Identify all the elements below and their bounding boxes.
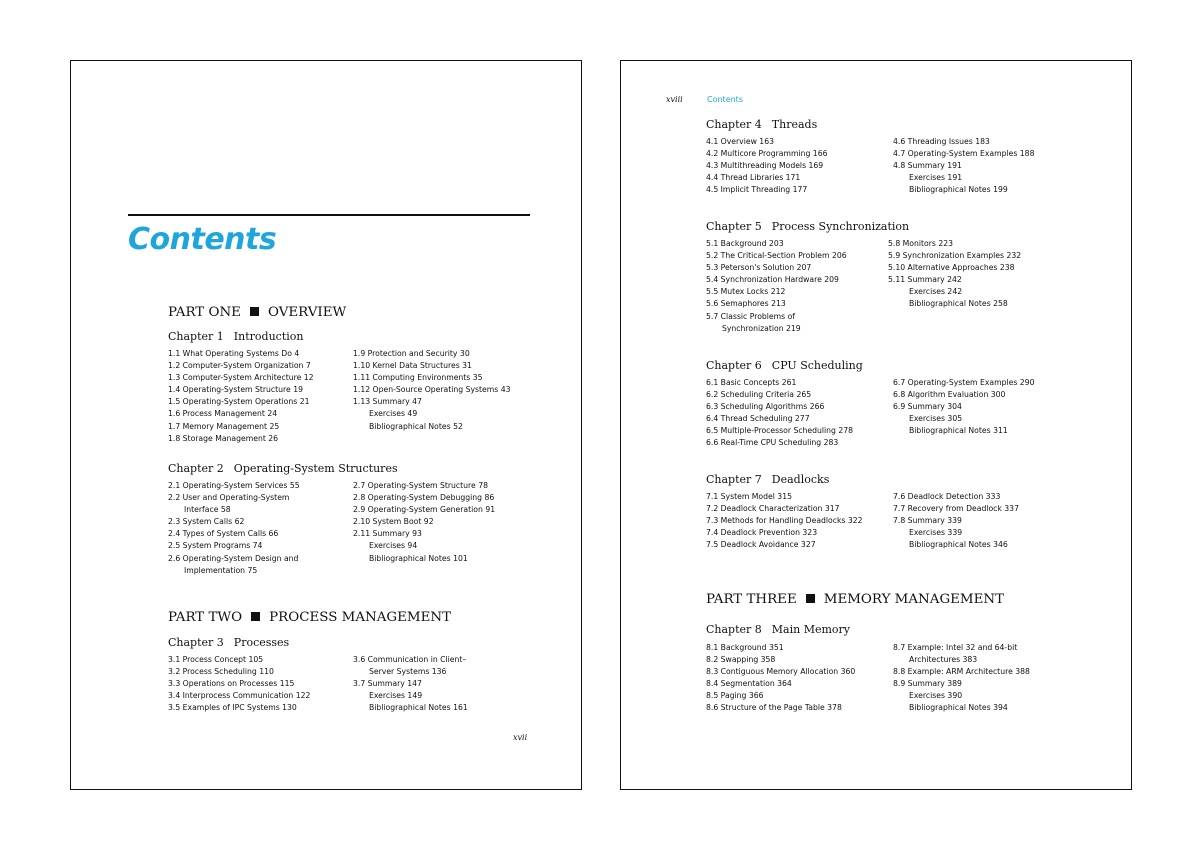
toc-entry: 4.5 Implicit Threading 177 (706, 185, 808, 195)
square-bullet-icon (250, 307, 259, 316)
toc-entry: 2.2 User and Operating-System (168, 493, 290, 503)
toc-entry: 6.9 Summary 304 (893, 402, 962, 412)
chapter-6-heading (706, 359, 863, 372)
chapter-3-left-entries (168, 654, 310, 714)
toc-entry: 5.4 Synchronization Hardware 209 (706, 275, 839, 285)
toc-entry: Bibliographical Notes 101 (369, 553, 468, 563)
toc-entry: 5.5 Mutex Locks 212 (706, 287, 786, 297)
chapter-name: Introduction (233, 330, 304, 343)
chapter-1-left-entries (168, 348, 314, 445)
toc-entry: 1.7 Memory Management 25 (168, 421, 280, 431)
toc-entry: 5.7 Classic Problems of (706, 311, 795, 321)
chapter-4-heading (706, 118, 817, 131)
toc-entry: 8.7 Example: Intel 32 and 64-bit (893, 643, 1018, 652)
toc-entry: 2.10 System Boot 92 (353, 517, 434, 527)
toc-entry: 1.13 Summary 47 (353, 397, 422, 407)
part-label: PART ONE (168, 305, 241, 320)
toc-entry: 1.12 Open-Source Operating Systems 43 (353, 385, 511, 395)
toc-entry: Bibliographical Notes 52 (369, 421, 463, 431)
chapter-number: Chapter 8 (706, 623, 762, 636)
toc-entry: 1.4 Operating-System Structure 19 (168, 385, 303, 395)
toc-entry: 3.3 Operations on Processes 115 (168, 679, 295, 689)
chapter-number: Chapter 5 (706, 220, 762, 233)
toc-entry: 1.2 Computer-System Organization 7 (168, 361, 311, 371)
chapter-3-right-entries (353, 654, 468, 714)
toc-entry: Exercises 191 (909, 173, 963, 183)
toc-entry: Architectures 383 (909, 655, 978, 665)
running-head: Contents (707, 95, 743, 104)
toc-entry: Exercises 305 (909, 414, 963, 424)
toc-entry: 6.8 Algorithm Evaluation 300 (893, 390, 1006, 400)
part-name: OVERVIEW (267, 305, 347, 320)
title-rule (128, 214, 530, 216)
part-two-heading (168, 610, 451, 625)
toc-entry: Bibliographical Notes 311 (909, 426, 1008, 436)
toc-entry: 1.9 Protection and Security 30 (353, 349, 470, 358)
toc-entry: 1.11 Computing Environments 35 (353, 373, 483, 383)
chapter-number: Chapter 4 (706, 118, 762, 131)
toc-entry: 4.1 Overview 163 (706, 137, 774, 146)
toc-entry: 2.9 Operating-System Generation 91 (353, 505, 496, 515)
toc-entry: 7.8 Summary 339 (893, 516, 962, 526)
chapter-number: Chapter 1 (168, 330, 224, 343)
toc-entry: 1.10 Kernel Data Structures 31 (353, 361, 472, 371)
toc-entry: 3.6 Communication in Client– (353, 655, 467, 664)
chapter-2-left-entries (168, 480, 300, 577)
toc-entry: 7.3 Methods for Handling Deadlocks 322 (706, 516, 863, 526)
toc-entry: 6.6 Real-Time CPU Scheduling 283 (706, 438, 839, 448)
toc-entry: Exercises 49 (369, 409, 418, 419)
toc-entry: Exercises 390 (909, 691, 963, 701)
chapter-8-left-entries (706, 642, 855, 715)
toc-entry: 6.4 Thread Scheduling 277 (706, 414, 810, 424)
toc-entry: 4.2 Multicore Programming 166 (706, 149, 828, 159)
toc-entry: 8.4 Segmentation 364 (706, 679, 792, 689)
toc-entry: 2.4 Types of System Calls 66 (168, 529, 279, 539)
toc-entry: 6.7 Operating-System Examples 290 (893, 378, 1035, 387)
square-bullet-icon (251, 612, 260, 621)
chapter-6-left-entries (706, 377, 853, 450)
toc-entry: 7.2 Deadlock Characterization 317 (706, 504, 840, 514)
chapter-6-right-entries (893, 377, 1034, 437)
toc-entry: 6.1 Basic Concepts 261 (706, 378, 797, 387)
page-title: Contents (128, 222, 277, 257)
toc-entry: 4.4 Thread Libraries 171 (706, 173, 801, 183)
part-three-heading (706, 592, 1004, 607)
chapter-number: Chapter 2 (168, 462, 224, 475)
toc-entry: 8.6 Structure of the Page Table 378 (706, 703, 842, 713)
toc-entry: 5.11 Summary 242 (888, 275, 962, 285)
chapter-7-heading (706, 473, 829, 486)
toc-entry: Bibliographical Notes 346 (909, 540, 1008, 550)
chapter-name: Threads (771, 118, 818, 131)
chapter-name: Operating-System Structures (233, 462, 398, 475)
toc-entry: 2.7 Operating-System Structure 78 (353, 481, 488, 490)
toc-entry: 3.5 Examples of IPC Systems 130 (168, 703, 297, 713)
chapter-5-left-entries (706, 238, 847, 335)
chapter-name: Main Memory (771, 623, 851, 636)
toc-entry: 1.1 What Operating Systems Do 4 (168, 349, 300, 358)
toc-entry: 1.6 Process Management 24 (168, 409, 278, 419)
toc-entry: 3.7 Summary 147 (353, 679, 422, 689)
toc-entry: 5.10 Alternative Approaches 238 (888, 263, 1015, 273)
chapter-7-left-entries (706, 491, 863, 551)
toc-entry: 5.6 Semaphores 213 (706, 299, 786, 309)
toc-entry: 2.5 System Programs 74 (168, 541, 263, 551)
toc-entry: 8.3 Contiguous Memory Allocation 360 (706, 667, 856, 677)
toc-entry: 8.8 Example: ARM Architecture 388 (893, 667, 1030, 677)
toc-entry: 6.5 Multiple-Processor Scheduling 278 (706, 426, 854, 436)
chapter-3-heading (168, 636, 289, 649)
chapter-5-right-entries (888, 238, 1021, 311)
toc-entry: 5.2 The Critical-Section Problem 206 (706, 251, 847, 261)
part-label: PART TWO (168, 610, 243, 625)
toc-entry: Bibliographical Notes 258 (909, 299, 1008, 309)
chapter-number: Chapter 3 (168, 636, 224, 649)
toc-entry: Synchronization 219 (722, 323, 801, 333)
toc-entry: Server Systems 136 (369, 667, 447, 677)
toc-entry: 2.1 Operating-System Services 55 (168, 481, 300, 490)
toc-entry: 4.6 Threading Issues 183 (893, 137, 990, 146)
toc-entry: 7.5 Deadlock Avoidance 327 (706, 540, 816, 550)
chapter-8-heading (706, 623, 850, 636)
toc-entry: 3.1 Process Concept 105 (168, 655, 264, 664)
toc-entry: 1.3 Computer-System Architecture 12 (168, 373, 314, 383)
page-number: xvii (513, 733, 528, 742)
toc-entry: 7.4 Deadlock Prevention 323 (706, 528, 818, 538)
toc-entry: Implementation 75 (184, 565, 258, 575)
chapter-name: Processes (233, 636, 290, 649)
toc-entry: 5.3 Peterson's Solution 207 (706, 263, 812, 273)
toc-entry: Exercises 94 (369, 541, 418, 551)
toc-entry: 7.7 Recovery from Deadlock 337 (893, 504, 1019, 514)
toc-entry: 8.2 Swapping 358 (706, 655, 776, 665)
toc-entry: 7.1 System Model 315 (706, 492, 792, 501)
toc-entry: Bibliographical Notes 394 (909, 703, 1008, 713)
chapter-5-heading (706, 220, 909, 233)
toc-entry: Exercises 149 (369, 691, 423, 701)
square-bullet-icon (806, 594, 815, 603)
part-name: MEMORY MANAGEMENT (823, 592, 1005, 607)
toc-entry: 5.1 Background 203 (706, 239, 784, 248)
chapter-2-heading (168, 462, 398, 475)
toc-entry: 2.8 Operating-System Debugging 86 (353, 493, 495, 503)
part-one-heading (168, 305, 346, 320)
toc-entry: 5.9 Synchronization Examples 232 (888, 251, 1022, 261)
part-label: PART THREE (706, 592, 797, 607)
toc-entry: Exercises 242 (909, 287, 963, 297)
chapter-number: Chapter 7 (706, 473, 762, 486)
toc-entry: Bibliographical Notes 161 (369, 703, 468, 713)
chapter-1-right-entries (353, 348, 511, 433)
toc-entry: Interface 58 (184, 505, 231, 515)
toc-entry: 4.8 Summary 191 (893, 161, 962, 171)
toc-entry: 8.1 Background 351 (706, 643, 784, 652)
toc-entry: 7.6 Deadlock Detection 333 (893, 492, 1001, 501)
toc-entry: 1.5 Operating-System Operations 21 (168, 397, 310, 407)
page-number: xviii (666, 95, 683, 104)
toc-entry: 1.8 Storage Management 26 (168, 433, 279, 443)
toc-entry: 8.5 Paging 366 (706, 691, 764, 701)
toc-entry: 2.11 Summary 93 (353, 529, 422, 539)
chapter-name: Deadlocks (771, 473, 830, 486)
right-page (620, 60, 1132, 790)
chapter-2-right-entries (353, 480, 495, 565)
toc-entry: 4.3 Multithreading Models 169 (706, 161, 824, 171)
chapter-number: Chapter 6 (706, 359, 762, 372)
toc-entry: 4.7 Operating-System Examples 188 (893, 149, 1035, 159)
toc-entry: 6.2 Scheduling Criteria 265 (706, 390, 812, 400)
chapter-name: Process Synchronization (771, 220, 910, 233)
toc-entry: 6.3 Scheduling Algorithms 266 (706, 402, 825, 412)
toc-entry: Exercises 339 (909, 528, 963, 538)
toc-entry: 8.9 Summary 389 (893, 679, 962, 689)
toc-entry: 2.3 System Calls 62 (168, 517, 245, 527)
toc-entry: 2.6 Operating-System Design and (168, 553, 299, 563)
toc-entry: 3.4 Interprocess Communication 122 (168, 691, 311, 701)
chapter-8-right-entries (893, 642, 1030, 715)
chapter-4-left-entries (706, 136, 827, 196)
chapter-name: CPU Scheduling (771, 359, 863, 372)
part-name: PROCESS MANAGEMENT (269, 610, 452, 625)
chapter-7-right-entries (893, 491, 1019, 551)
chapter-4-right-entries (893, 136, 1034, 196)
toc-entry: 3.2 Process Scheduling 110 (168, 667, 274, 677)
toc-entry: 5.8 Monitors 223 (888, 239, 954, 248)
chapter-1-heading (168, 330, 303, 343)
toc-entry: Bibliographical Notes 199 (909, 185, 1008, 195)
